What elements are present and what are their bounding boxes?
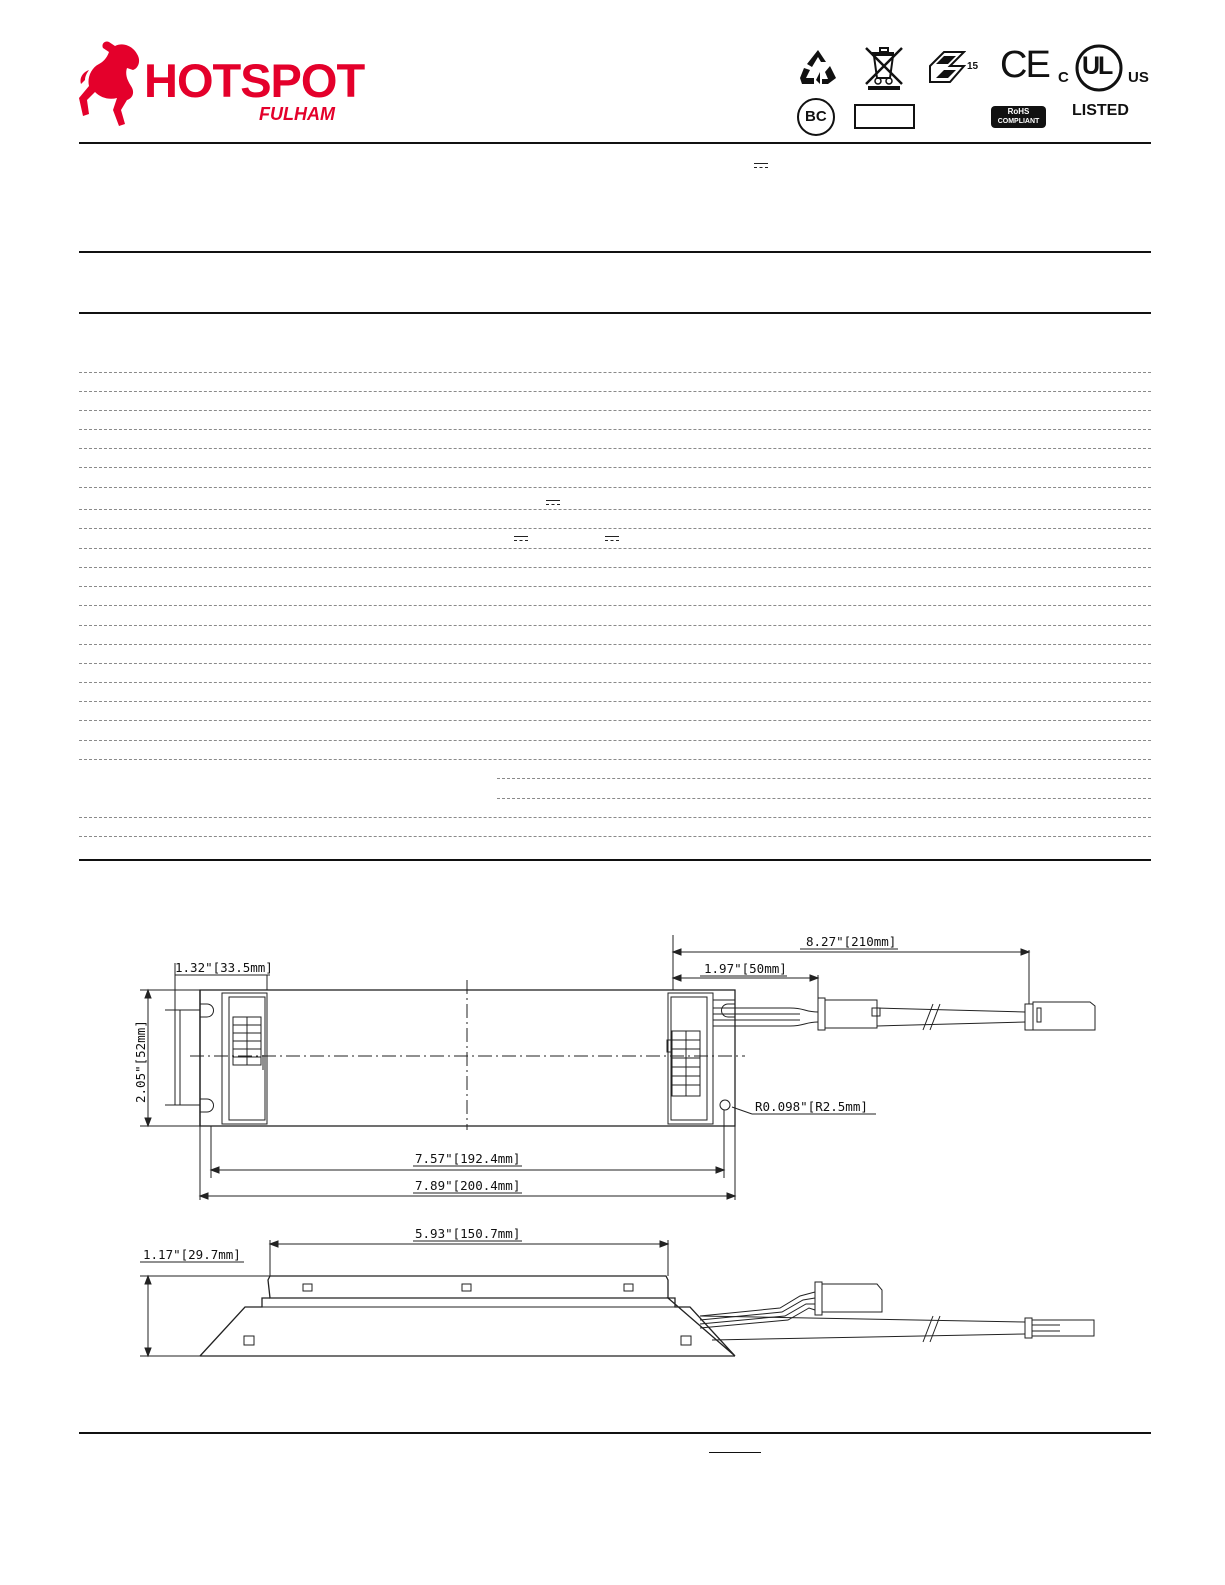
class-mark-number: 15 — [967, 61, 979, 72]
brand-subname: FULHAM — [259, 104, 335, 124]
brand-name: HOTSPOT — [144, 54, 365, 107]
ul-us-label: US — [1128, 69, 1149, 86]
ul-mark-label: UL — [1082, 52, 1112, 80]
dim-label: 1.17"[29.7mm] — [143, 1247, 241, 1262]
rule-footer — [79, 1432, 1151, 1434]
ul-listed-label: LISTED — [1072, 102, 1129, 119]
dim-label: 7.57"[192.4mm] — [415, 1151, 521, 1166]
bc-mark-icon: BC — [797, 98, 835, 136]
ul-c-label: C — [1058, 69, 1069, 86]
dim-label: 1.97"[50mm] — [704, 961, 787, 976]
ce-mark-icon: CE — [1000, 44, 1049, 86]
dim-label: R0.098"[R2.5mm] — [755, 1099, 868, 1114]
dim-label: 1.32"[33.5mm] — [175, 960, 273, 975]
dim-label: 5.93"[150.7mm] — [415, 1226, 521, 1241]
dim-label: 2.05"[52mm] — [133, 1020, 148, 1103]
dim-label: 7.89"[200.4mm] — [415, 1178, 521, 1193]
footer-underline — [709, 1452, 761, 1453]
rohs-badge-icon: RoHS COMPLIANT — [991, 106, 1046, 128]
dim-label: 8.27"[210mm] — [806, 934, 897, 949]
